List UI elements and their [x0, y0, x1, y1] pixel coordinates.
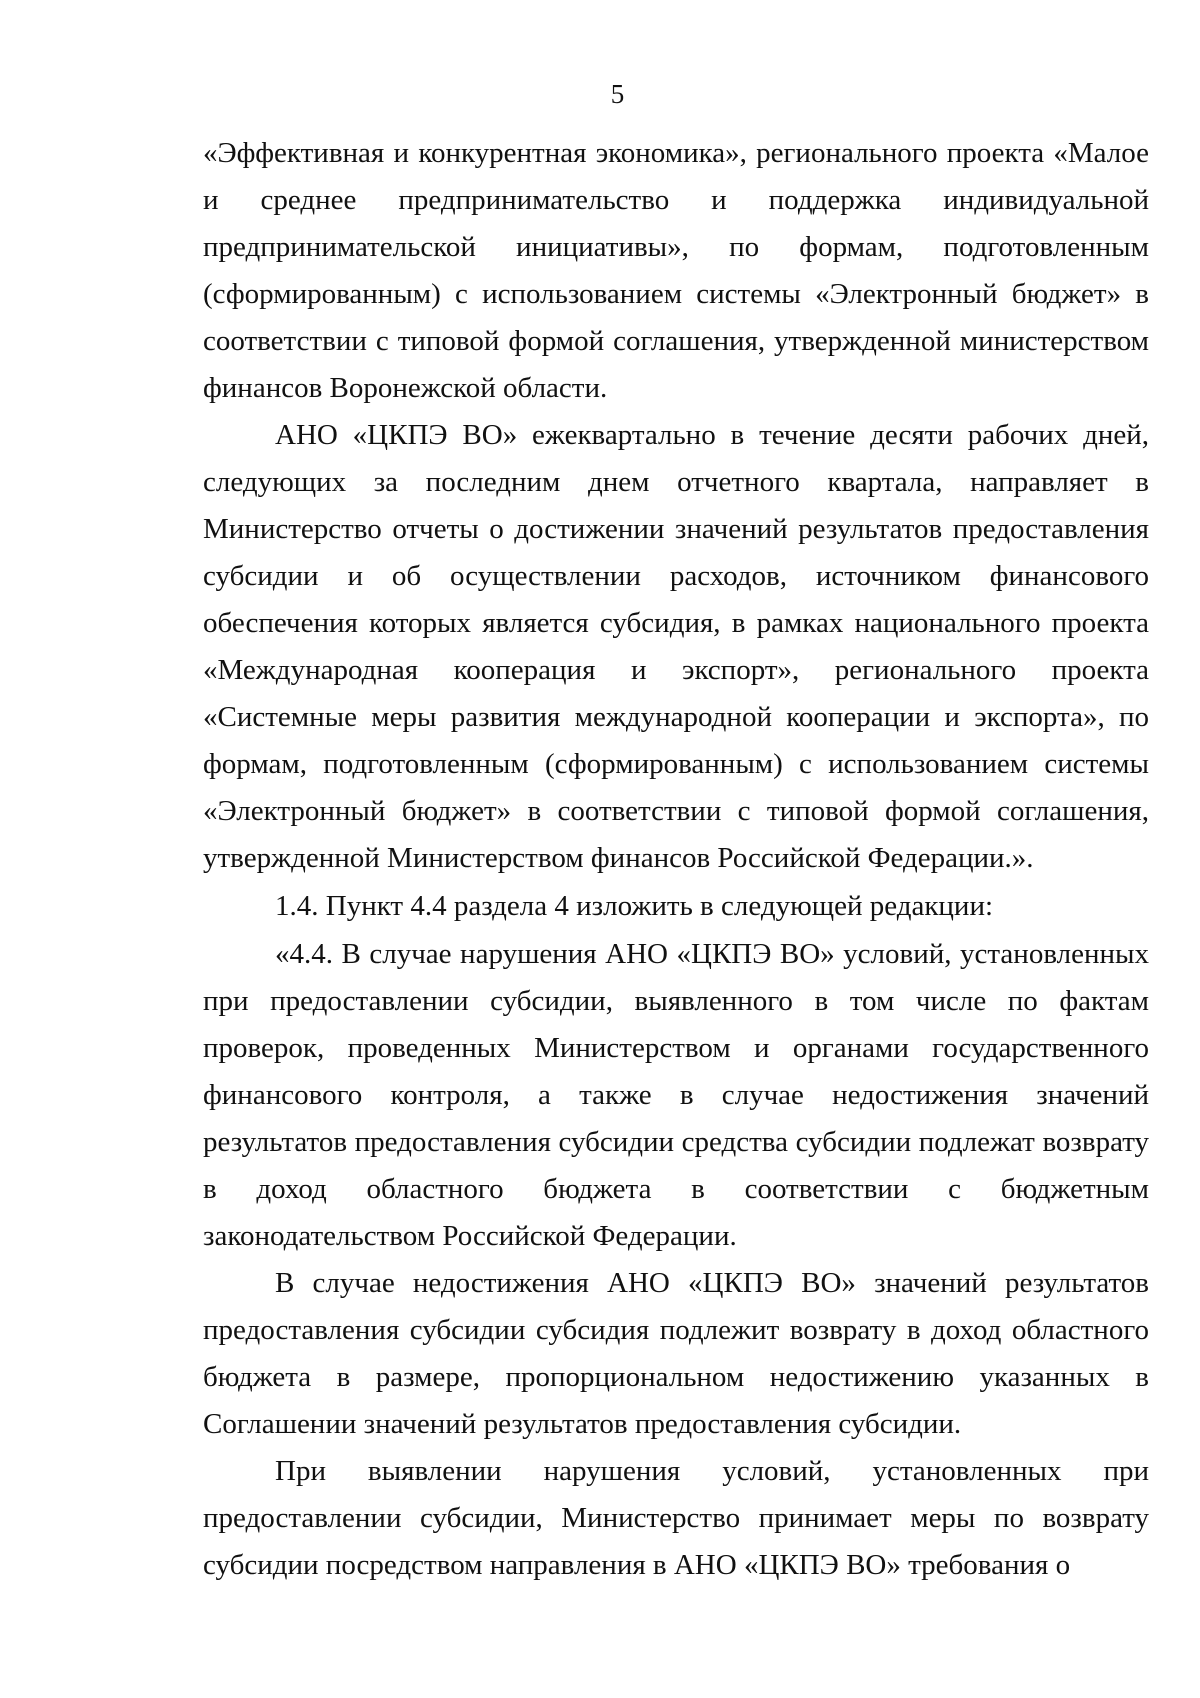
paragraph-amendment-heading: 1.4. Пункт 4.4 раздела 4 изложить в следующей редакции:: [275, 890, 994, 922]
paragraph-violation-measures: При выявлении нарушения условий, установленных при предоставлении субсидии, Министерство принимает меры по возврату субсидии посредством направления в АНО «ЦКПЭ ВО» требования о: [203, 1455, 1149, 1581]
page-number: 5: [610, 79, 625, 109]
paragraph-clause-4-4: «4.4. В случае нарушения АНО «ЦКПЭ ВО» условий, установленных при предоставлении субсидии, выявленного в том числе по фактам проверок, проведенных Министерством и органами государственного финансового контроля, а также в случае недостижения значений результатов предоставления субсидии средства субсидии подлежат возврату в доход областного бюджета в соответствии с бюджетным законодательством Российской Федерации.: [203, 938, 1149, 1252]
paragraph-non-achievement: В случае недостижения АНО «ЦКПЭ ВО» значений результатов предоставления субсидии субсидия подлежит возврату в доход областного бюджета в размере, пропорциональном недостижению указанных в Соглашении значений результатов предоставления субсидии.: [203, 1267, 1149, 1440]
paragraph-reporting: АНО «ЦКПЭ ВО» ежеквартально в течение десяти рабочих дней, следующих за последним днем отчетного квартала, направляет в Министерство отчеты о достижении значений результатов предоставления субсидии и об осуществлении расходов, источником финансового обеспечения которых является субсидия, в рамках национального проекта «Международная кооперация и экспорт», регионального проекта «Системные меры развития международной кооперации и экспорта», по формам, подготовленным (сформированным) с использованием системы «Электронный бюджет» в соответствии с типовой формой соглашения, утвержденной Министерством финансов Российской Федерации.».: [203, 419, 1149, 874]
document-body: [203, 130, 1149, 1589]
paragraph-continuation: «Эффективная и конкурентная экономика», регионального проекта «Малое и среднее предпринимательство и поддержка индивидуальной предпринимательской инициативы», по формам, подготовленным (сформированным) с использованием системы «Электронный бюджет» в соответствии с типовой формой соглашения, утвержденной министерством финансов Воронежской области.: [203, 137, 1149, 404]
